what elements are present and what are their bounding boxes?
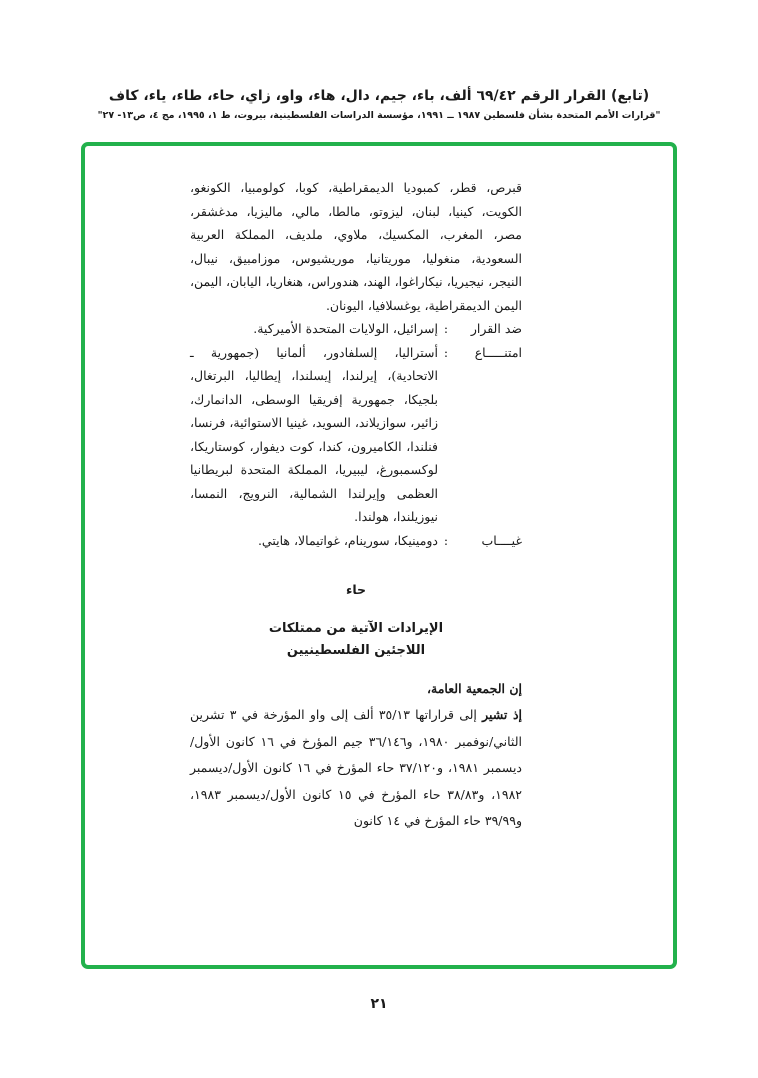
vote-against-label: ضد القرار xyxy=(470,321,522,336)
vote-absent-colon: : xyxy=(443,532,449,548)
vote-absent-list: دومينيكا، سورينام، غواتيمالا، هايتي. xyxy=(257,532,438,548)
in-favour-list: قبرص، قطر، كمبوديا الديمقراطية، كوبا، كولومبيا، الكونغو، الكويت، كينيا، لبنان، ليزوتو، مالطا، مالي، ماليزيا، مدغشقر، مصر، المغرب، المكسيك، ملاوي، ملديف، المملكة العربية السعودية، منغوليا، موريتانيا، موريشيوس، موزامبيق، نيبال، النيجر، نيجيريا، نيكاراغوا، الهند، هندوراس، هنغاريا، اليابان، اليمن، اليمن الديمقراطية، يوغسلافيا، اليونان. xyxy=(190,180,522,313)
vote-abstaining-label: امتنـــــاع xyxy=(474,344,522,360)
general-assembly-opening: إن الجمعية العامة، xyxy=(427,681,522,696)
vote-against-row xyxy=(190,317,522,341)
section-title xyxy=(190,618,522,662)
vote-abstaining-row xyxy=(190,341,522,529)
page-title: (تابع) القرار الرقم ٦٩/٤٢ ألف، باء، جيم، دال، هاء، واو، زاي، حاء، طاء، ياء، كاف xyxy=(108,88,650,104)
document-body xyxy=(190,176,522,835)
preamble-paragraph xyxy=(190,702,522,835)
vote-abstaining-colon: : xyxy=(443,344,449,360)
section-title-line2: اللاجئين الفلسطينيين xyxy=(286,643,426,658)
section-letter: حاء xyxy=(345,582,367,597)
preamble-text: إلى قراراتها ٣٥/١٣ ألف إلى واو المؤرخة في ٣ تشرين الثاني/نوفمبر ١٩٨٠، و٣٦/١٤٦ جيم المؤرخ في ١٦ كانون الأول/ديسمبر ١٩٨١، و٣٧/١٢٠ حاء المؤرخ في ١٦ كانون الأول/ديسمبر ١٩٨٢، و٣٨/٨٣ حاء المؤرخ في ١٥ كانون الأول/ديسمبر ١٩٨٣، و٣٩/٩٩ حاء المؤرخ في ١٤ كانون xyxy=(190,707,522,828)
vote-against-list: إسرائيل، الولايات المتحدة الأميركية. xyxy=(253,321,438,336)
vote-against-colon: : xyxy=(443,321,449,336)
section-title-line1: الإيرادات الآتية من ممتلكات xyxy=(268,621,444,636)
vote-absent-label: غيــــاب xyxy=(481,532,522,548)
page-header xyxy=(0,86,758,124)
preamble-lead: إذ تشير xyxy=(482,707,522,722)
vote-absent-row xyxy=(190,529,522,553)
vote-abstaining-list: أستراليا، إلسلفادور، ألمانيا (جمهورية ـ الاتحادية)، إيرلندا، إيسلندا، إيطاليا، البرتغال، بلجيكا، جمهورية إفريقيا الوسطى، الدانمارك، زائير، سوازيلاند، السويد، غينيا الاستوائية، فرنسا، فنلندا، الكاميرون، كندا، كوت ديفوار، كوستاريكا، لوكسمبورغ، ليبيريا، المملكة المتحدة لبريطانيا العظمى وإيرلندا الشمالية، النرويج، النمسا، نيوزيلندا، هولندا. xyxy=(190,344,438,524)
page-number: ٢١ xyxy=(370,996,388,1012)
source-citation: "قرارات الأمم المتحدة بشأن فلسطين ١٩٨٧ ــ ١٩٩١، مؤسسة الدراسات الفلسطينية، بيروت، ط ١، ١٩٩٥، مج ٤، ص١٣- ٢٧" xyxy=(97,110,661,121)
